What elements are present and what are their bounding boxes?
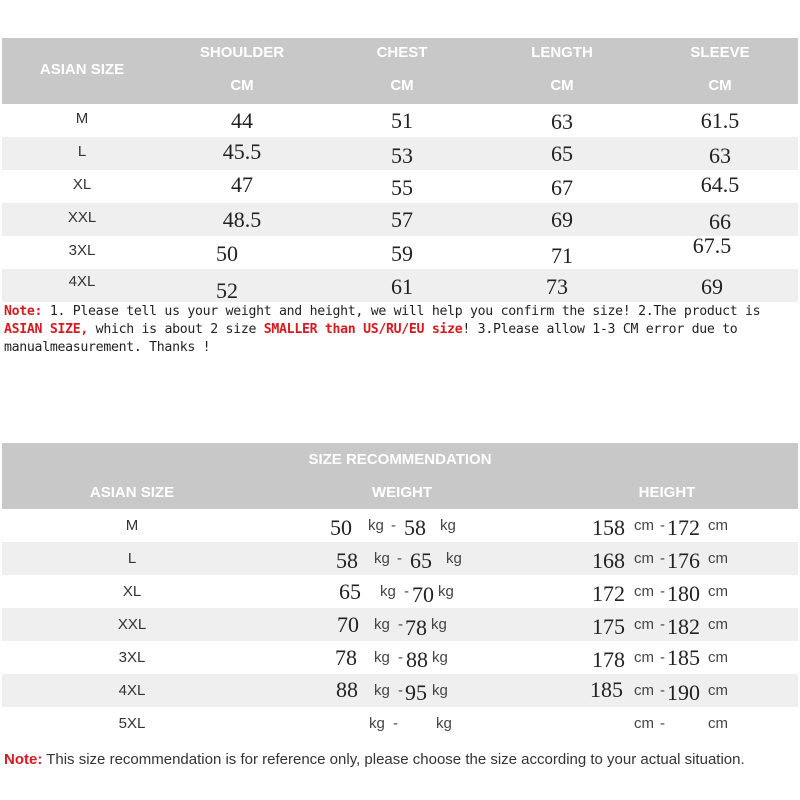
- header-length: LENGTH: [531, 44, 593, 61]
- recommendation-rows: [2, 509, 798, 740]
- sleeve-cell: 63: [709, 143, 731, 168]
- size-cell: 4XL: [118, 682, 146, 699]
- sleeve-cell: 64.5: [700, 172, 740, 197]
- height-unit: cm: [634, 715, 654, 732]
- height-unit: cm: [634, 550, 654, 567]
- weight-max: 65: [410, 548, 432, 573]
- size-cell: XXL: [67, 209, 97, 226]
- weight-unit: kg: [432, 649, 448, 666]
- weight-unit: kg: [432, 682, 448, 699]
- shoulder-cell: 52: [216, 278, 238, 303]
- weight-max: 70: [412, 582, 434, 607]
- height-dash: -: [660, 715, 665, 732]
- note-text: This size recommendation is for reference only, please choose the size according to your actual situation.: [42, 751, 745, 768]
- header-chest-unit: CM: [390, 77, 414, 94]
- height-max: 180: [667, 581, 700, 606]
- weight-unit: kg: [380, 583, 396, 600]
- size-cell: L: [77, 143, 87, 160]
- size-cell: M: [75, 110, 89, 127]
- size-cell: 3XL: [118, 649, 146, 666]
- height-unit: cm: [708, 517, 728, 534]
- length-cell: 69: [551, 207, 573, 232]
- shoulder-cell: 50: [216, 241, 238, 266]
- weight-unit: kg: [374, 616, 390, 633]
- weight-dash: -: [398, 616, 403, 633]
- size-note: [4, 303, 794, 357]
- length-cell: 71: [551, 243, 573, 268]
- height-max: 185: [667, 645, 700, 670]
- recommendation-table: [2, 443, 798, 509]
- height-unit: cm: [708, 616, 728, 633]
- height-min: 175: [592, 614, 625, 639]
- table-row: [2, 509, 798, 542]
- measurement-table-header: [2, 38, 798, 104]
- size-cell: 5XL: [118, 715, 146, 732]
- header-sleeve-unit: CM: [708, 77, 732, 94]
- header-chest: CHEST: [376, 44, 428, 61]
- size-cell: 3XL: [68, 242, 96, 259]
- height-min: 178: [592, 647, 625, 672]
- height-dash: -: [660, 616, 665, 633]
- weight-min: 70: [337, 612, 359, 637]
- height-unit: cm: [634, 616, 654, 633]
- height-dash: -: [660, 517, 665, 534]
- height-dash: -: [660, 682, 665, 699]
- weight-min: 58: [336, 548, 358, 573]
- height-max: 190: [667, 680, 700, 705]
- height-unit: cm: [708, 682, 728, 699]
- header-asian-size: ASIAN SIZE: [89, 484, 175, 501]
- size-cell: XL: [122, 583, 142, 600]
- weight-dash: -: [393, 715, 398, 732]
- table-row: [2, 137, 798, 170]
- table-row: [2, 641, 798, 674]
- weight-max: 58: [404, 515, 426, 540]
- weight-unit: kg: [431, 616, 447, 633]
- weight-max: 95: [405, 680, 427, 705]
- sleeve-cell: 66: [709, 209, 731, 234]
- chest-cell: 59: [391, 241, 413, 266]
- weight-unit: kg: [436, 715, 452, 732]
- note-label: Note:: [4, 751, 43, 768]
- recommendation-note: [4, 749, 794, 770]
- weight-dash: -: [398, 682, 403, 699]
- table-row: [2, 575, 798, 608]
- height-dash: -: [660, 583, 665, 600]
- chest-cell: 61: [391, 274, 413, 299]
- table-row: [2, 707, 798, 740]
- sleeve-cell: 67.5: [692, 233, 732, 258]
- chest-cell: 55: [391, 175, 413, 200]
- sleeve-cell: 61.5: [700, 108, 740, 133]
- table-row: [2, 674, 798, 707]
- weight-min: 78: [335, 645, 357, 670]
- table-row: [2, 269, 798, 302]
- table-row: [2, 608, 798, 641]
- table-row: [2, 203, 798, 236]
- height-dash: -: [660, 550, 665, 567]
- note-smaller: SMALLER than US/RU/EU size: [263, 322, 463, 337]
- height-min: 168: [592, 548, 625, 573]
- chest-cell: 51: [391, 108, 413, 133]
- chest-cell: 53: [391, 143, 413, 168]
- height-unit: cm: [708, 583, 728, 600]
- header-length-unit: CM: [550, 77, 574, 94]
- table-row: [2, 233, 798, 269]
- length-cell: 67: [551, 175, 573, 200]
- weight-dash: -: [398, 649, 403, 666]
- note-asian-size: ASIAN SIZE,: [4, 322, 89, 337]
- note-label: Note:: [4, 304, 43, 319]
- note-text-3: ! 3.Please allow 1-3 CM error due to manualmeasurement. Thanks !: [4, 322, 738, 355]
- shoulder-cell: 48.5: [222, 207, 262, 232]
- height-max: 172: [667, 515, 700, 540]
- chest-cell: 57: [391, 207, 413, 232]
- height-max: 182: [667, 614, 700, 639]
- weight-max: 88: [406, 647, 428, 672]
- weight-unit: kg: [374, 682, 390, 699]
- weight-min: 65: [339, 579, 361, 604]
- measurement-table: [2, 38, 798, 302]
- weight-min: 50: [330, 515, 352, 540]
- weight-dash: -: [397, 550, 402, 567]
- weight-unit: kg: [446, 550, 462, 567]
- height-unit: cm: [708, 649, 728, 666]
- size-cell: 4XL: [68, 273, 96, 290]
- size-cell: M: [125, 517, 139, 534]
- height-unit: cm: [634, 517, 654, 534]
- header-sleeve: SLEEVE: [690, 44, 750, 61]
- length-cell: 63: [551, 109, 573, 134]
- height-min: 172: [592, 581, 625, 606]
- weight-dash: -: [391, 517, 396, 534]
- weight-unit: kg: [438, 583, 454, 600]
- height-unit: cm: [708, 715, 728, 732]
- shoulder-cell: 47: [231, 172, 253, 197]
- height-unit: cm: [634, 682, 654, 699]
- weight-unit: kg: [374, 550, 390, 567]
- table-row: [2, 104, 798, 137]
- table-row: [2, 542, 798, 575]
- header-weight: WEIGHT: [372, 484, 432, 501]
- header-height: HEIGHT: [638, 484, 696, 501]
- weight-unit: kg: [440, 517, 456, 534]
- size-cell: L: [127, 550, 137, 567]
- weight-max: 78: [405, 615, 427, 640]
- height-min: 158: [592, 515, 625, 540]
- height-max: 176: [667, 548, 700, 573]
- height-unit: cm: [634, 649, 654, 666]
- weight-unit: kg: [374, 649, 390, 666]
- length-cell: 65: [551, 141, 573, 166]
- note-text-2: which is about 2 size: [88, 322, 264, 337]
- table-row: [2, 170, 798, 203]
- weight-min: 88: [336, 677, 358, 702]
- weight-unit: kg: [368, 517, 384, 534]
- size-cell: XXL: [117, 616, 147, 633]
- shoulder-cell: 44: [231, 108, 253, 133]
- sleeve-cell: 69: [701, 274, 723, 299]
- header-shoulder: SHOULDER: [199, 44, 285, 61]
- recommendation-title: SIZE RECOMMENDATION: [308, 451, 492, 468]
- header-shoulder-unit: CM: [230, 77, 254, 94]
- height-min: 185: [590, 677, 623, 702]
- size-cell: XL: [72, 176, 92, 193]
- weight-unit: kg: [369, 715, 385, 732]
- weight-dash: -: [404, 583, 409, 600]
- recommendation-table-header: [2, 443, 798, 509]
- length-cell: 73: [546, 274, 568, 299]
- height-unit: cm: [708, 550, 728, 567]
- note-text-1: 1. Please tell us your weight and height, we will help you confirm the size! 2.The product is: [42, 304, 761, 319]
- header-asian-size: ASIAN SIZE: [39, 61, 125, 78]
- height-dash: -: [660, 649, 665, 666]
- height-unit: cm: [634, 583, 654, 600]
- shoulder-cell: 45.5: [222, 139, 262, 164]
